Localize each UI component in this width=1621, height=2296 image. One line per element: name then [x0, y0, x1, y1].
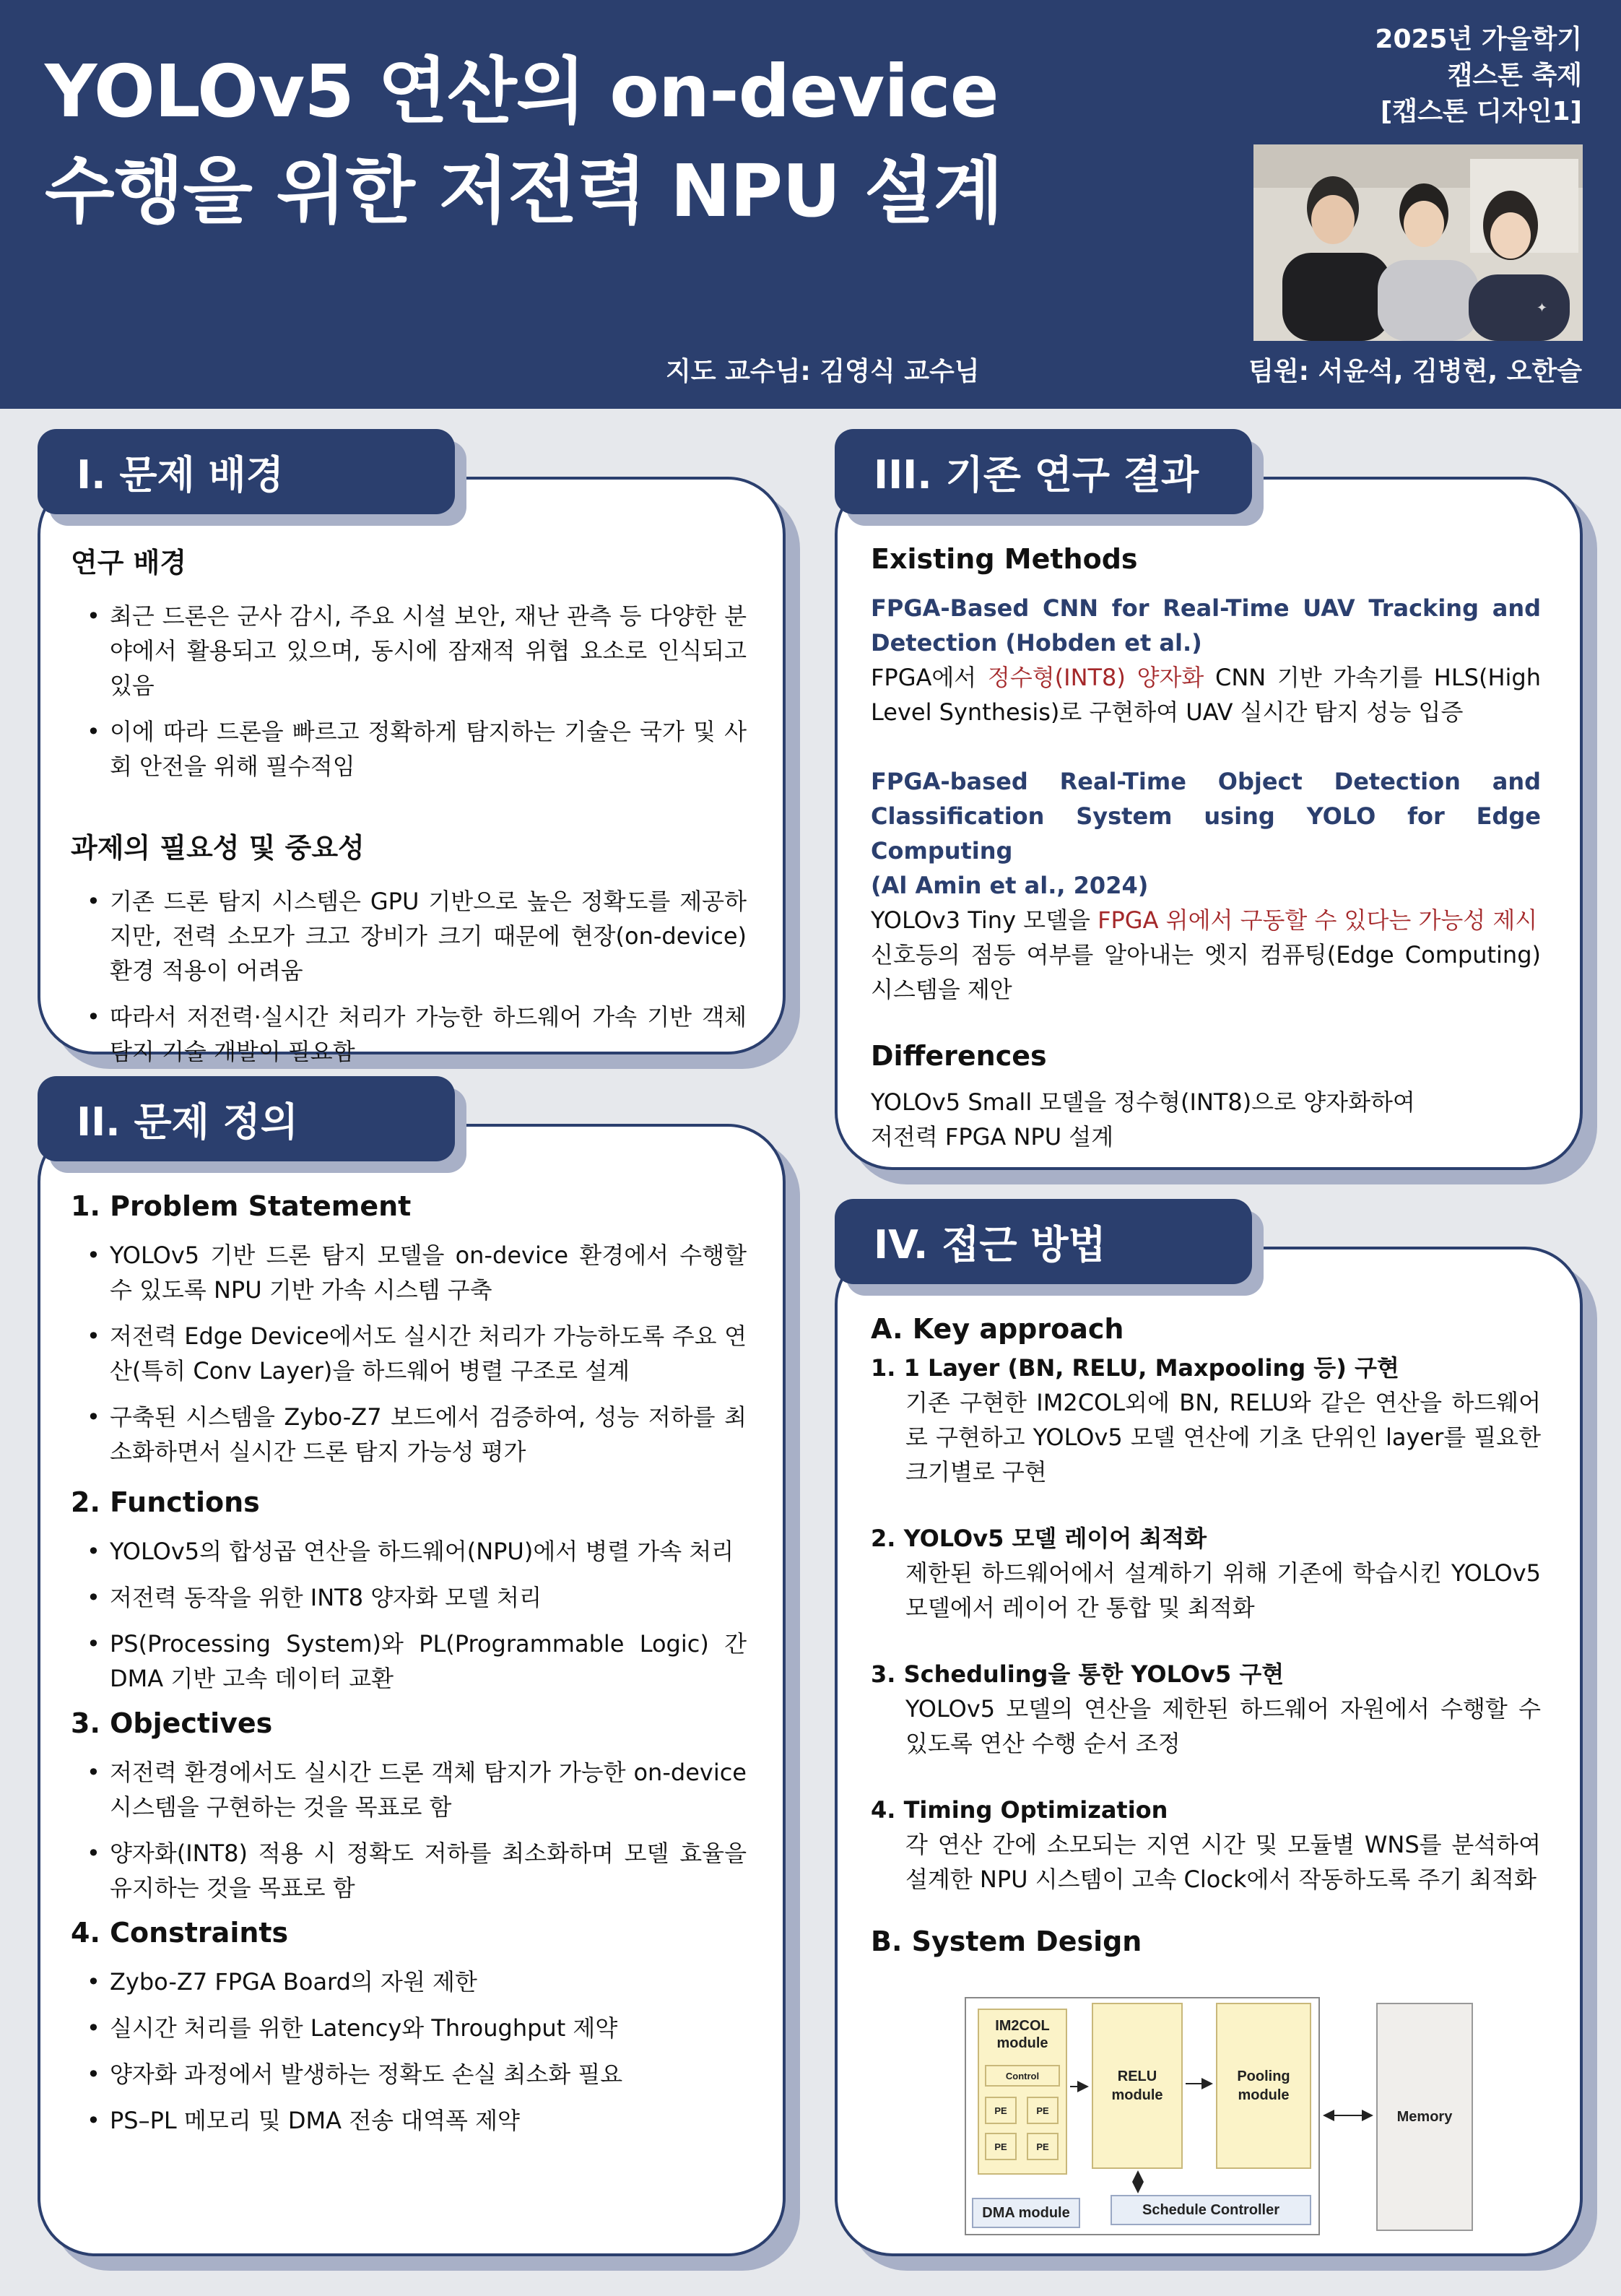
- constraints-heading: 4. Constraints: [71, 1917, 289, 1949]
- system-design-diagram: [965, 1997, 1621, 2235]
- relu-module: RELU module: [1092, 2003, 1183, 2169]
- section-approach-tab: [835, 1199, 1252, 1284]
- list-item: • 양자화 과정에서 발생하는 정확도 손실 최소화 필요: [71, 2057, 747, 2092]
- list-item: • 양자화(INT8) 적용 시 정확도 저하를 최소화하며 모델 효율을 유지하는 것을 목표로 함: [71, 1836, 747, 1905]
- problem-statement-heading: 1. Problem Statement: [71, 1190, 412, 1222]
- method2-description-2: 신호등의 점등 여부를 알아내는 엣지 컴퓨팅(Edge Computing) 시스템을 제안: [871, 941, 1541, 1003]
- approach-3-text: YOLOv5 모델의 연산을 제한된 하드웨어 자원에서 수행할 수 있도록 연산 수행 순서 조정: [905, 1695, 1541, 1757]
- pe-unit: PE: [1027, 2133, 1059, 2160]
- method2-title: FPGA-based Real-Time Object Detection and Classification System using YOLO for Edge Computing: [871, 768, 1541, 865]
- approach-4-title: 4. Timing Optimization: [871, 1796, 1168, 1824]
- section-prior-work-body: [871, 543, 1541, 1154]
- list-item: • 최근 드론은 군사 감시, 주요 시설 보안, 재난 관측 등 다양한 분야에서 활용되고 있으며, 동시에 잠재적 위협 요소로 인식되고 있음: [71, 599, 747, 703]
- list-item: • PS–PL 메모리 및 DMA 전송 대역폭 제약: [71, 2103, 747, 2138]
- objectives-heading: 3. Objectives: [71, 1707, 273, 1739]
- semester: 2025년 가을학기: [1375, 25, 1582, 54]
- pe-unit: PE: [985, 2133, 1017, 2160]
- im2col-module: IM2COL module: [978, 2009, 1067, 2175]
- section-definition-title: II. 문제 정의: [77, 1099, 298, 1145]
- differences-heading: Differences: [871, 1040, 1047, 1072]
- method1-title: FPGA-Based CNN for Real-Time UAV Tracking and Detection (Hobden et al.): [871, 594, 1541, 657]
- list-item: • 이에 따라 드론을 빠르고 정확하게 탐지하는 기술은 국가 및 사회 안전을 위해 필수적임: [71, 714, 747, 784]
- functions-heading: 2. Functions: [71, 1486, 260, 1518]
- course: [캡스톤 디자인1]: [1380, 97, 1582, 126]
- list-item: • 구축된 시스템을 Zybo-Z7 보드에서 검증하여, 성능 저하를 최소화하면서 실시간 드론 탐지 가능성 평가: [71, 1400, 747, 1469]
- title-line-1: YOLOv5 연산의 on-device: [45, 49, 999, 134]
- list-item: • YOLOv5 기반 드론 탐지 모델을 on-device 환경에서 수행할 수 있도록 NPU 기반 가속 시스템 구축: [71, 1238, 747, 1307]
- event: 캡스톤 축제: [1447, 61, 1582, 90]
- approach-4-text: 각 연산 간에 소모되는 지연 시간 및 모듈별 WNS를 분석하여 설계한 NPU 시스템이 고속 Clock에서 작동하도록 주기 최적화: [905, 1831, 1541, 1893]
- method2-citation: (Al Amin et al., 2024): [871, 872, 1149, 899]
- method2-highlight: FPGA 위에서 구동할 수 있다는 가능성 제시: [1098, 906, 1538, 934]
- memory-block: Memory: [1376, 2003, 1473, 2231]
- control-unit: Control: [985, 2065, 1060, 2087]
- team-members: 팀원: 서윤석, 김병현, 오한슬: [1248, 357, 1582, 386]
- differences-line-2: 저전력 FPGA NPU 설계: [871, 1123, 1114, 1151]
- list-item: • 저전력 환경에서도 실시간 드론 객체 탐지가 가능한 on-device 시스템을 구현하는 것을 목표로 함: [71, 1755, 747, 1824]
- section-prior-work-tab: [835, 429, 1252, 514]
- section-approach-title: IV. 접근 방법: [874, 1221, 1106, 1268]
- list-item: • YOLOv5의 합성곱 연산을 하드웨어(NPU)에서 병렬 가속 처리: [71, 1534, 747, 1569]
- poster-header: [0, 0, 1621, 409]
- research-background-heading: 연구 배경: [71, 547, 187, 579]
- approach-1-title: 1. 1 Layer (BN, RELU, Maxpooling 등) 구현: [871, 1354, 1399, 1382]
- list-item: • 실시간 처리를 위한 Latency와 Throughput 제약: [71, 2011, 747, 2045]
- list-item: • 저전력 동작을 위한 INT8 양자화 모델 처리: [71, 1580, 747, 1615]
- necessity-heading: 과제의 필요성 및 중요성: [71, 832, 365, 864]
- list-item: • 기존 드론 탐지 시스템은 GPU 기반으로 높은 정확도를 제공하지만, 전력 소모가 크고 장비가 크기 때문에 현장(on-device) 환경 적용이 어려움: [71, 884, 747, 988]
- pe-unit: PE: [985, 2097, 1017, 2124]
- pooling-module: Pooling module: [1216, 2003, 1311, 2169]
- system-design-heading: B. System Design: [871, 1925, 1142, 1957]
- section-definition-tab: [38, 1076, 455, 1161]
- method1-highlight: 정수형(INT8) 양자화: [987, 664, 1204, 691]
- approach-2-title: 2. YOLOv5 모델 레이어 최적화: [871, 1525, 1207, 1552]
- section-approach-body: [871, 1313, 1541, 1976]
- method1-description: FPGA에서 정수형(INT8) 양자화 CNN 기반 가속기를 HLS(High Level Synthesis)로 구현하여 UAV 실시간 탐지 성능 입증: [871, 664, 1541, 726]
- pe-unit: PE: [1027, 2097, 1059, 2124]
- approach-1-text: 기존 구현한 IM2COL외에 BN, RELU와 같은 연산을 하드웨어로 구현하고 YOLOv5 모델 연산에 기초 단위인 layer를 필요한 크기별로 구현: [905, 1389, 1541, 1486]
- section-background-body: [71, 540, 747, 1080]
- advisor: 지도 교수님: 김영식 교수님: [666, 357, 980, 386]
- list-item: • 따라서 저전력·실시간 처리가 가능한 하드웨어 가속 기반 객체 탐지 기술 개발이 필요함: [71, 1000, 747, 1069]
- section-background-tab: [38, 429, 455, 514]
- differences-line-1: YOLOv5 Small 모델을 정수형(INT8)으로 양자화하여: [871, 1088, 1415, 1116]
- list-item: • 저전력 Edge Device에서도 실시간 처리가 가능하도록 주요 연산(특히 Conv Layer)을 하드웨어 병렬 구조로 설계: [71, 1319, 747, 1388]
- title-line-2: 수행을 위한 저전력 NPU 설계: [45, 149, 1003, 233]
- key-approach-heading: A. Key approach: [871, 1313, 1124, 1345]
- svg-text:✦: ✦: [1537, 300, 1548, 316]
- method2-description: YOLOv3 Tiny 모델을 FPGA 위에서 구동할 수 있다는 가능성 제시: [871, 906, 1538, 934]
- diagram-arrows: [965, 1997, 1485, 2235]
- existing-methods-heading: Existing Methods: [871, 543, 1138, 575]
- course-info: [1375, 22, 1582, 130]
- dma-module: DMA module: [972, 2198, 1080, 2228]
- section-background-title: I. 문제 배경: [77, 451, 284, 498]
- list-item: • Zybo-Z7 FPGA Board의 자원 제한: [71, 1964, 747, 1999]
- schedule-controller: Schedule Controller: [1111, 2195, 1311, 2225]
- poster-title: [45, 42, 1002, 241]
- approach-2-text: 제한된 하드웨어에서 설계하기 위해 기존에 학습시킨 YOLOv5 모델에서 레이어 간 통합 및 최적화: [905, 1559, 1541, 1621]
- section-prior-work-title: III. 기존 연구 결과: [874, 451, 1199, 498]
- approach-3-title: 3. Scheduling을 통한 YOLOv5 구현: [871, 1660, 1285, 1688]
- list-item: • PS(Processing System)와 PL(Programmable Logic) 간 DMA 기반 고속 데이터 교환: [71, 1626, 747, 1696]
- team-photo: [1253, 144, 1583, 341]
- section-definition-body: [71, 1190, 747, 2149]
